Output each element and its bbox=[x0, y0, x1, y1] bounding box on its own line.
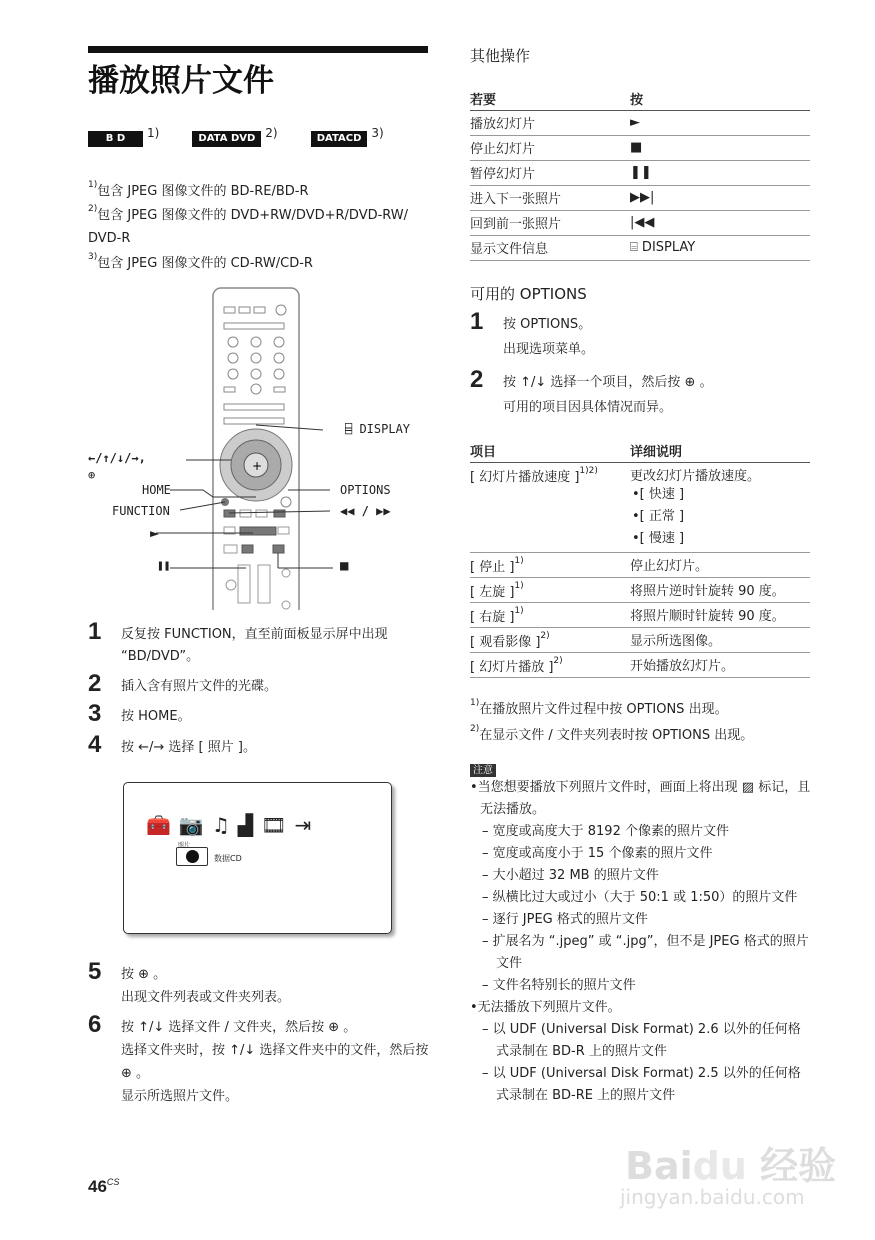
other-ops-table: 若要 按 播放幻灯片 ► 停止幻灯片 ■ 暂停幻灯片 ❚❚ 进入下一张照片 ▶▶| 回到前一张照片 |◀◀ 显示文件信息 ⌸ DISPLAY bbox=[470, 88, 810, 261]
footnote: $^{1)}$包含 JPEG 图像文件的 BD-RE/BD-R bbox=[88, 180, 309, 199]
footnote: $^{2)}$包含 JPEG 图像文件的 DVD+RW/DVD+R/DVD-RW/ DVD-R bbox=[88, 204, 409, 246]
category-label: 照片 bbox=[178, 842, 191, 849]
button-cell: ■ bbox=[630, 135, 810, 160]
watermark-url: jingyan.baidu.com bbox=[620, 1185, 805, 1209]
note-item: – 纵横比过大或过小（大于 50:1 或 1:50）的照片文件 bbox=[482, 890, 798, 905]
options-heading: 可用的 OPTIONS bbox=[470, 285, 587, 303]
label-function: FUNCTION bbox=[112, 504, 170, 518]
badge-note: 1) bbox=[147, 126, 160, 140]
note-item: – 扩展名为 “.jpeg” 或 “.jpg”，但不是 JPEG 格式的照片文件 bbox=[482, 934, 809, 971]
label-home: HOME bbox=[142, 483, 171, 497]
input-icon: ⇥ bbox=[294, 813, 320, 837]
table-row bbox=[470, 135, 810, 160]
action-cell: 暂停幻灯片 bbox=[470, 160, 630, 185]
disc-badges bbox=[88, 128, 384, 147]
button-cell: |◀◀ bbox=[630, 210, 810, 235]
other-ops-heading: 其他操作 bbox=[470, 47, 531, 65]
badge-note: 2) bbox=[265, 126, 278, 140]
options-footnote: $^{1)}$在播放照片文件过程中按 OPTIONS 出现。 bbox=[470, 698, 728, 717]
table-row bbox=[470, 602, 810, 627]
note-item: •无法播放下列照片文件。 bbox=[470, 1000, 621, 1015]
disc-item[interactable] bbox=[176, 847, 208, 866]
note-item: – 逐行 JPEG 格式的照片文件 bbox=[482, 912, 648, 927]
table-row bbox=[470, 210, 810, 235]
desc-cell: 开始播放幻灯片。 bbox=[630, 652, 810, 677]
label-arrows: ←/↑/↓/→, bbox=[88, 451, 146, 465]
label-display: ⌸ DISPLAY bbox=[345, 422, 411, 436]
category-icons bbox=[146, 813, 319, 837]
note-item: – 宽度或高度小于 15 个像素的照片文件 bbox=[482, 846, 713, 861]
button-cell: ⌸ DISPLAY bbox=[630, 235, 810, 260]
disc-label: 数据CD bbox=[214, 854, 242, 863]
table-row bbox=[470, 110, 810, 135]
photo-camera-icon: 📷 bbox=[178, 813, 212, 837]
table-row bbox=[470, 462, 810, 552]
step-1: 1 反复按 FUNCTION，直至前面板显示屏中出现 “BD/DVD”。 bbox=[88, 618, 388, 664]
note-item: – 文件名特别长的照片文件 bbox=[482, 978, 636, 993]
label-prev-next: ◀◀ / ▶▶ bbox=[340, 504, 391, 518]
item-cell: [ 停止 ]$^{1)}$ bbox=[470, 552, 630, 577]
label-stop: ■ bbox=[340, 558, 349, 574]
label-play: ► bbox=[150, 524, 160, 542]
option-step-1: 1 按 OPTIONS。 出现选项菜单。 bbox=[470, 308, 595, 357]
table-row bbox=[470, 160, 810, 185]
table-row bbox=[470, 652, 810, 677]
table-row bbox=[470, 185, 810, 210]
action-cell: 播放幻灯片 bbox=[470, 110, 630, 135]
label-enter: ⊕ bbox=[88, 468, 96, 482]
badge-note: 3) bbox=[371, 126, 384, 140]
home-menu-screen bbox=[123, 782, 392, 934]
note-item: – 以 UDF (Universal Disk Format) 2.6 以外的任何格式录制在 BD-R 上的照片文件 bbox=[482, 1022, 801, 1059]
table-row bbox=[470, 577, 810, 602]
desc-cell: 更改幻灯片播放速度。 •[ 快速 ] •[ 正常 ] •[ 慢速 ] bbox=[630, 462, 810, 552]
settings-icon: 🧰 bbox=[146, 813, 179, 837]
notes-heading: 注意 bbox=[470, 764, 496, 777]
item-cell: [ 幻灯片播放速度 ]$^{1)2)}$ bbox=[470, 462, 630, 552]
item-cell: [ 左旋 ]$^{1)}$ bbox=[470, 577, 630, 602]
step-5: 5 按 ⊕ 。 出现文件列表或文件夹列表。 bbox=[88, 958, 291, 1005]
option-step-2: 2 按 ↑/↓ 选择一个项目，然后按 ⊕ 。 可用的项目因具体情况而异。 bbox=[470, 366, 713, 415]
footnote: $^{3)}$包含 JPEG 图像文件的 CD-RW/CD-R bbox=[88, 252, 313, 271]
step-2: 2 插入含有照片文件的光碟。 bbox=[88, 670, 278, 697]
desc-cell: 显示所选图像。 bbox=[630, 627, 810, 652]
svg-text:+: + bbox=[252, 459, 263, 473]
note-item: – 宽度或高度大于 8192 个像素的照片文件 bbox=[482, 824, 729, 839]
item-cell: [ 幻灯片播放 ]$^{2)}$ bbox=[470, 652, 630, 677]
item-cell: [ 观看影像 ]$^{2)}$ bbox=[470, 627, 630, 652]
desc-cell: 停止幻灯片。 bbox=[630, 552, 810, 577]
table-row bbox=[470, 235, 810, 260]
action-cell: 停止幻灯片 bbox=[470, 135, 630, 160]
table-row bbox=[470, 627, 810, 652]
page-number: $46^{CS}$ bbox=[88, 1177, 120, 1196]
note-item: – 大小超过 32 MB 的照片文件 bbox=[482, 868, 659, 883]
radio-icon: ▟ bbox=[237, 813, 262, 837]
page-title: 播放照片文件 bbox=[88, 63, 274, 99]
note-item: •当您想要播放下列照片文件时，画面上将出现 ▨ 标记，且无法播放。 bbox=[470, 780, 811, 817]
remote-illustration bbox=[88, 285, 428, 610]
action-cell: 显示文件信息 bbox=[470, 235, 630, 260]
action-cell: 进入下一张照片 bbox=[470, 185, 630, 210]
step-6: 6 按 ↑/↓ 选择文件 / 文件夹，然后按 ⊕ 。 选择文件夹时，按 ↑/↓ 选择文件夹中的文件，然后按 ⊕ 。 显示所选照片文件。 bbox=[88, 1011, 429, 1104]
desc-cell: 将照片逆时针旋转 90 度。 bbox=[630, 577, 810, 602]
table-row bbox=[470, 552, 810, 577]
step-4: 4 按 ←/→ 选择 [ 照片 ]。 bbox=[88, 731, 256, 758]
label-options: OPTIONS bbox=[340, 483, 391, 497]
desc-cell: 将照片顺时针旋转 90 度。 bbox=[630, 602, 810, 627]
title-rule bbox=[88, 46, 428, 53]
button-cell: ❚❚ bbox=[630, 160, 810, 185]
item-cell: [ 右旋 ]$^{1)}$ bbox=[470, 602, 630, 627]
notes bbox=[470, 758, 812, 1107]
music-icon: ♫ bbox=[211, 813, 238, 837]
note-item: – 以 UDF (Universal Disk Format) 2.5 以外的任何格式录制在 BD-RE 上的照片文件 bbox=[482, 1066, 801, 1103]
badge-data-cd: DATACD bbox=[311, 131, 368, 147]
badge-data-dvd: DATA DVD bbox=[192, 131, 261, 147]
disc-icon bbox=[186, 850, 199, 863]
video-icon: 🎞 bbox=[261, 813, 295, 837]
badge-bd: B D bbox=[88, 131, 143, 147]
action-cell: 回到前一张照片 bbox=[470, 210, 630, 235]
button-cell: ► bbox=[630, 110, 810, 135]
options-table: 项目 详细说明 [ 幻灯片播放速度 ]$^{1)2)}$ 更改幻灯片播放速度。 •[ 快速 ] •[ 正常 ] •[ 慢速 ] [ 停止 ]$^{1)}$ 停止幻灯片。 [ 左旋 ]$^{1)}$ 将照片逆时针旋转 90 度。 [ 右旋 ]$^{1)}$ 将照片顺时针旋转 90 度。 [ 观看影像 ]$^{2)}$ 显示所选图像。 [ 幻灯片播放 ]$^{2)}$ 开始播放幻灯片。 bbox=[470, 440, 810, 678]
watermark-logo: Baidu 经验 bbox=[625, 1144, 837, 1188]
button-cell: ▶▶| bbox=[630, 185, 810, 210]
step-3: 3 按 HOME。 bbox=[88, 700, 191, 727]
label-pause: ❚❚ bbox=[157, 559, 171, 572]
options-footnote: $^{2)}$在显示文件 / 文件夹列表时按 OPTIONS 出现。 bbox=[470, 724, 754, 743]
